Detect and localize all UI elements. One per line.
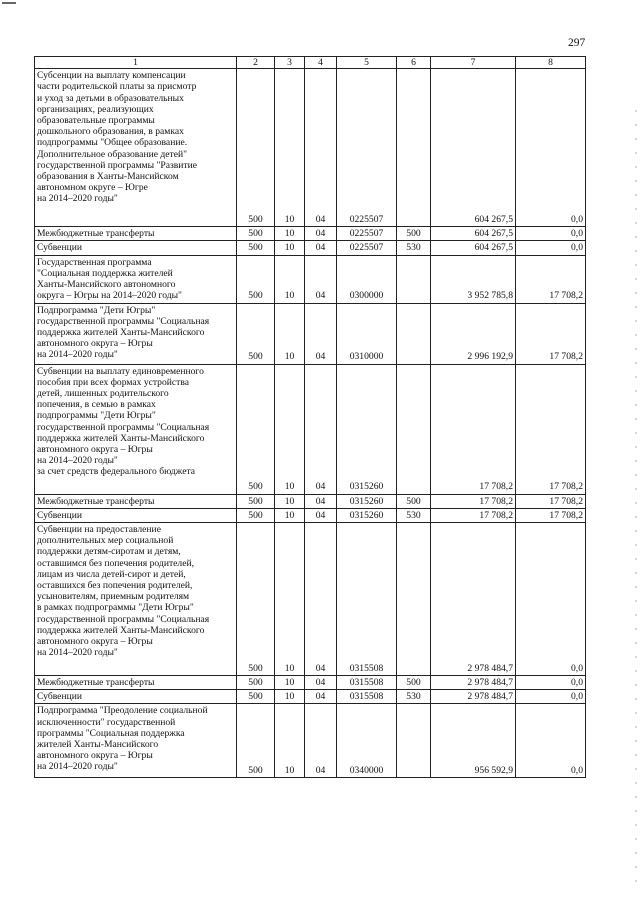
cell-amount: 17 708,2 <box>431 364 516 494</box>
cell-section: 10 <box>275 704 305 778</box>
table-row <box>35 241 586 255</box>
cell-section: 10 <box>275 676 305 690</box>
cell-code: 500 <box>237 494 275 508</box>
table-header <box>35 57 586 69</box>
cell-subsection: 04 <box>305 523 337 676</box>
row-name: Субвенции <box>35 241 237 255</box>
cell-amount: 17 708,2 <box>431 508 516 522</box>
row-name: Субвенции на предоставление дополнительных мер социальной поддержки детям-сиротам и детям, оставшимся без попечения родителей, лицам из числа детей-сирот и детей, оставшихся без попечения родителей, усыновителям, приемным родителям в рамках подпрограммы "Дети Югры" государственной программы "Социальная поддержка жителей Ханты-Мансийского автономного округа – Югры на 2014–2020 годы" <box>35 523 237 676</box>
cell-amount: 3 952 785,8 <box>431 255 516 303</box>
cell-target-article: 0315260 <box>337 508 397 522</box>
cell-target-article: 0315260 <box>337 494 397 508</box>
cell-amount: 2 978 484,7 <box>431 676 516 690</box>
cell-amount-federal: 17 708,2 <box>516 494 586 508</box>
table-row <box>35 255 586 303</box>
cell-expense-type: 530 <box>397 241 431 255</box>
column-header: 5 <box>337 57 397 69</box>
row-name: Подпрограмма "Преодоление социальной исключенности" государственной программы "Социальная поддержка жителей Ханты-Мансийского автономного округа – Югры на 2014–2020 годы" <box>35 704 237 778</box>
cell-expense-type: 530 <box>397 690 431 704</box>
table-row <box>35 303 586 364</box>
cell-amount: 604 267,5 <box>431 227 516 241</box>
row-name: Подпрограмма "Дети Югры" государственной программы "Социальная поддержка жителей Ханты-Мансийского автономного округа – Югры на 2014–2020 годы" <box>35 303 237 364</box>
column-header: 8 <box>516 57 586 69</box>
cell-amount-federal: 17 708,2 <box>516 303 586 364</box>
cell-subsection: 04 <box>305 241 337 255</box>
column-header: 4 <box>305 57 337 69</box>
row-name: Субсенции на выплату компенсации части родительской платы за присмотр и уход за детьми в образовательных организациях, реализующих образовательные программы дошкольного образования, в рамках подпрограммы "Общее образование. Дополнительное образование детей" государственной программы "Развитие образования в Ханты-Мансийском автономном округе – Югре на 2014–2020 годы" <box>35 69 237 227</box>
column-header: 3 <box>275 57 305 69</box>
cell-section: 10 <box>275 227 305 241</box>
cell-code: 500 <box>237 241 275 255</box>
row-name: Субвенции на выплату единовременного пособия при всех формах устройства детей, лишенных родительского попечения, в семью в рамках подпрограммы "Дети Югры" государственной программы "Социальная поддержка жителей Ханты-Мансийского автономного округа – Югры на 2014–2020 годы" за счет средств федерального бюджета <box>35 364 237 494</box>
table-row <box>35 676 586 690</box>
cell-amount: 604 267,5 <box>431 241 516 255</box>
scan-edge-artifact <box>635 110 637 890</box>
cell-expense-type: 530 <box>397 508 431 522</box>
cell-code: 500 <box>237 255 275 303</box>
cell-section: 10 <box>275 690 305 704</box>
cell-subsection: 04 <box>305 303 337 364</box>
cell-section: 10 <box>275 523 305 676</box>
cell-code: 500 <box>237 523 275 676</box>
cell-target-article: 0300000 <box>337 255 397 303</box>
budget-table <box>34 56 586 778</box>
cell-amount: 2 978 484,7 <box>431 523 516 676</box>
cell-code: 500 <box>237 704 275 778</box>
header-row <box>35 57 586 69</box>
cell-expense-type <box>397 255 431 303</box>
cell-code: 500 <box>237 508 275 522</box>
row-name: Межбюджетные трансферты <box>35 676 237 690</box>
cell-expense-type <box>397 364 431 494</box>
cell-subsection: 04 <box>305 69 337 227</box>
cell-target-article: 0315260 <box>337 364 397 494</box>
row-name: Межбюджетные трансферты <box>35 494 237 508</box>
cell-expense-type <box>397 704 431 778</box>
table-body <box>35 69 586 778</box>
cell-target-article: 0225507 <box>337 241 397 255</box>
scan-corner-mark <box>2 2 16 10</box>
cell-subsection: 04 <box>305 690 337 704</box>
cell-amount: 17 708,2 <box>431 494 516 508</box>
table-row <box>35 69 586 227</box>
cell-amount-federal: 0,0 <box>516 69 586 227</box>
column-header: 7 <box>431 57 516 69</box>
cell-expense-type <box>397 523 431 676</box>
cell-section: 10 <box>275 303 305 364</box>
table-row <box>35 494 586 508</box>
cell-amount: 2 978 484,7 <box>431 690 516 704</box>
cell-amount-federal: 17 708,2 <box>516 364 586 494</box>
table-row <box>35 690 586 704</box>
row-name: Межбюджетные трансферты <box>35 227 237 241</box>
cell-amount-federal: 0,0 <box>516 690 586 704</box>
cell-subsection: 04 <box>305 227 337 241</box>
table-row <box>35 508 586 522</box>
cell-code: 500 <box>237 364 275 494</box>
cell-code: 500 <box>237 303 275 364</box>
cell-section: 10 <box>275 255 305 303</box>
cell-amount-federal: 0,0 <box>516 227 586 241</box>
cell-section: 10 <box>275 494 305 508</box>
cell-section: 10 <box>275 364 305 494</box>
cell-amount-federal: 0,0 <box>516 704 586 778</box>
cell-subsection: 04 <box>305 508 337 522</box>
cell-target-article: 0310000 <box>337 303 397 364</box>
cell-amount-federal: 17 708,2 <box>516 508 586 522</box>
cell-target-article: 0225507 <box>337 69 397 227</box>
table-row <box>35 227 586 241</box>
row-name: Государственная программа "Социальная поддержка жителей Ханты-Мансийского автономного округа – Югры на 2014–2020 годы" <box>35 255 237 303</box>
cell-subsection: 04 <box>305 255 337 303</box>
cell-code: 500 <box>237 690 275 704</box>
cell-section: 10 <box>275 508 305 522</box>
cell-expense-type <box>397 69 431 227</box>
page-number: 297 <box>568 37 586 49</box>
cell-subsection: 04 <box>305 494 337 508</box>
cell-target-article: 0225507 <box>337 227 397 241</box>
table-row <box>35 523 586 676</box>
cell-subsection: 04 <box>305 704 337 778</box>
cell-expense-type: 500 <box>397 494 431 508</box>
cell-code: 500 <box>237 69 275 227</box>
cell-target-article: 0315508 <box>337 676 397 690</box>
cell-subsection: 04 <box>305 364 337 494</box>
column-header: 6 <box>397 57 431 69</box>
cell-subsection: 04 <box>305 676 337 690</box>
cell-amount-federal: 0,0 <box>516 676 586 690</box>
cell-section: 10 <box>275 241 305 255</box>
cell-expense-type <box>397 303 431 364</box>
cell-amount: 2 996 192,9 <box>431 303 516 364</box>
cell-target-article: 0315508 <box>337 523 397 676</box>
cell-expense-type: 500 <box>397 227 431 241</box>
cell-amount-federal: 0,0 <box>516 523 586 676</box>
row-name: Субвенции <box>35 508 237 522</box>
column-header: 2 <box>237 57 275 69</box>
cell-code: 500 <box>237 227 275 241</box>
column-header: 1 <box>35 57 237 69</box>
cell-amount: 956 592,9 <box>431 704 516 778</box>
table-row <box>35 364 586 494</box>
cell-target-article: 0340000 <box>337 704 397 778</box>
cell-expense-type: 500 <box>397 676 431 690</box>
cell-amount-federal: 0,0 <box>516 241 586 255</box>
table-row <box>35 704 586 778</box>
cell-code: 500 <box>237 676 275 690</box>
cell-amount-federal: 17 708,2 <box>516 255 586 303</box>
cell-amount: 604 267,5 <box>431 69 516 227</box>
cell-target-article: 0315508 <box>337 690 397 704</box>
row-name: Субвенции <box>35 690 237 704</box>
cell-section: 10 <box>275 69 305 227</box>
